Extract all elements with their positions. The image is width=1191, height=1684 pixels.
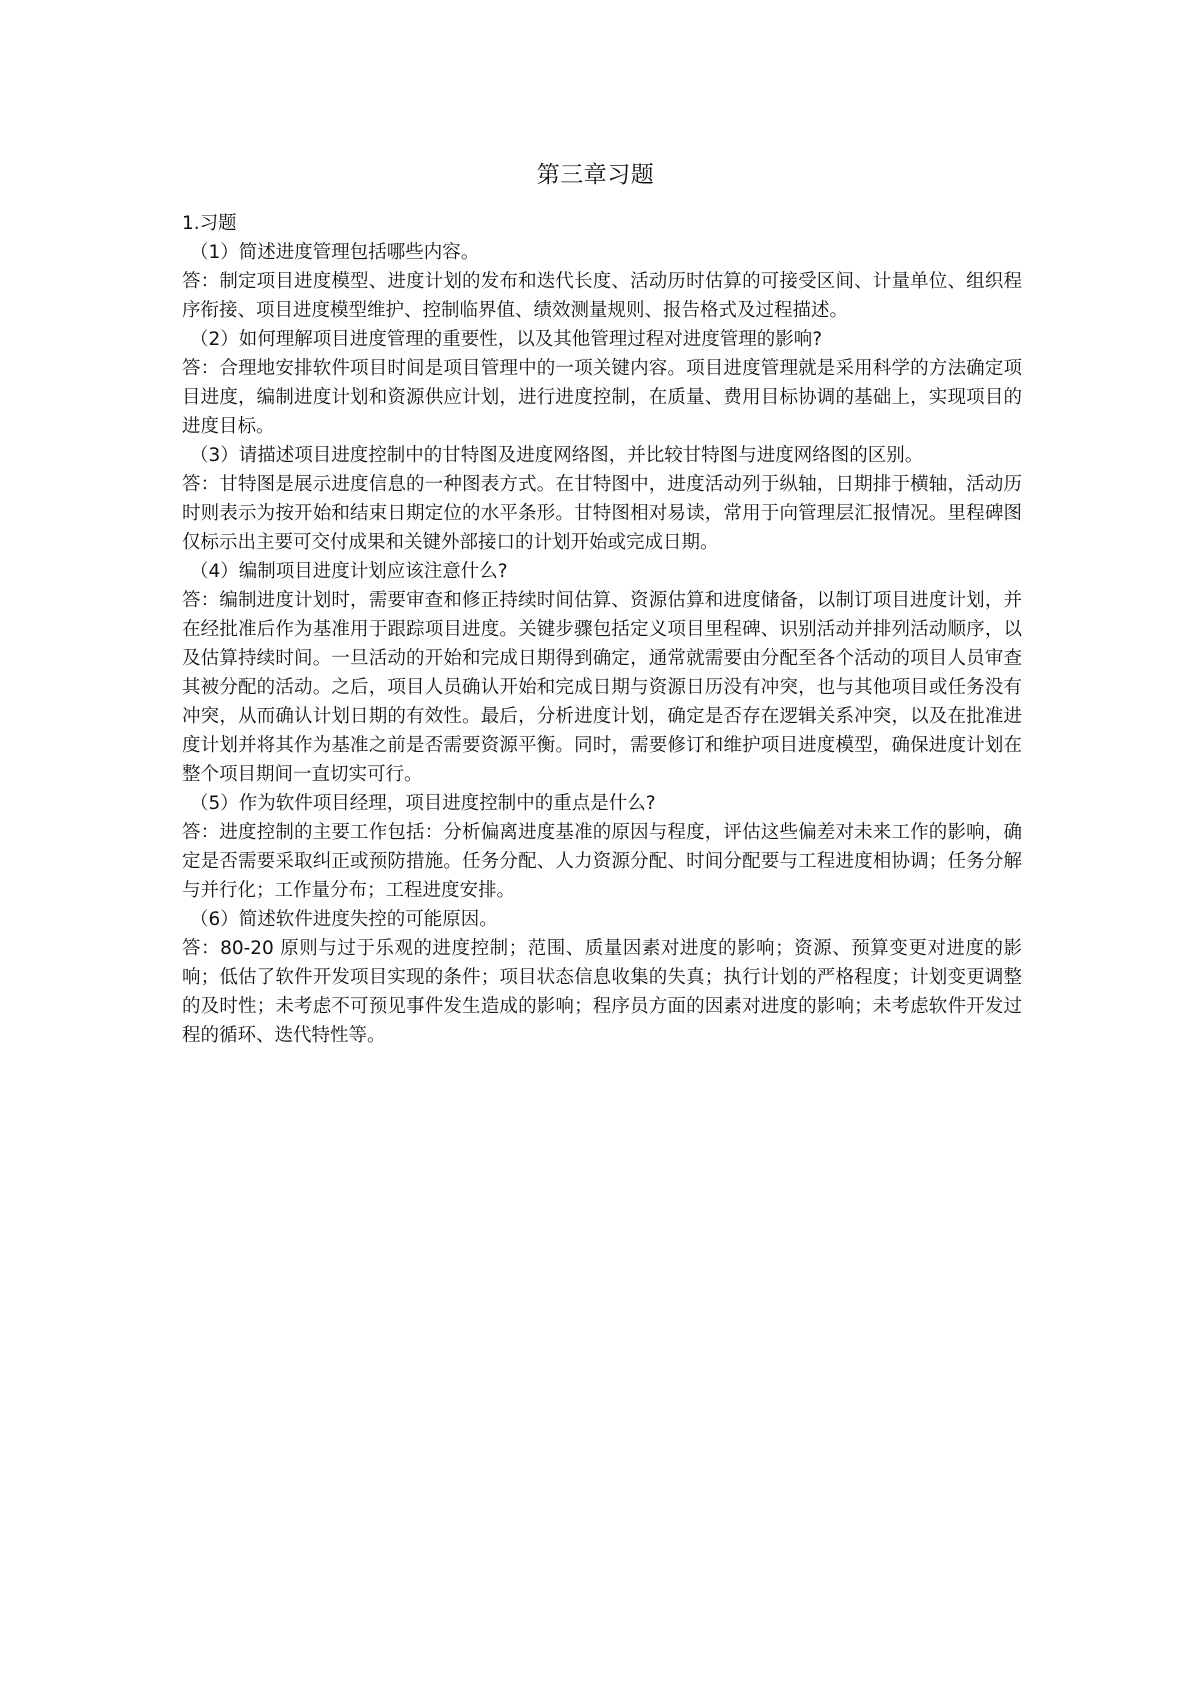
answer-3: 答：甘特图是展示进度信息的一种图表方式。在甘特图中，进度活动列于纵轴，日期排于横轴，活动历时则表示为按开始和结束日期定位的水平条形。甘特图相对易读，常用于向管理层汇报情况。里程碑图仅标示出主要可交付成果和关键外部接口的计划开始或完成日期。 (182, 474, 1022, 553)
question-1: （1）简述进度管理包括哪些内容。 (190, 242, 480, 263)
question-2: （2）如何理解项目进度管理的重要性，以及其他管理过程对进度管理的影响? (190, 329, 823, 350)
document-body (182, 209, 1022, 1050)
question-5: （5）作为软件项目经理，项目进度控制中的重点是什么? (190, 793, 656, 814)
question-6: （6）简述软件进度失控的可能原因。 (190, 909, 498, 930)
answer-5: 答：进度控制的主要工作包括：分析偏离进度基准的原因与程度，评估这些偏差对未来工作的影响，确定是否需要采取纠正或预防措施。任务分配、人力资源分配、时间分配要与工程进度相协调；任务分解与并行化；工作量分布；工程进度安排。 (182, 822, 1022, 901)
question-3: （3）请描述项目进度控制中的甘特图及进度网络图，并比较甘特图与进度网络图的区别。 (190, 445, 924, 466)
answer-4: 答：编制进度计划时，需要审查和修正持续时间估算、资源估算和进度储备，以制订项目进度计划，并在经批准后作为基准用于跟踪项目进度。关键步骤包括定义项目里程碑、识别活动并排列活动顺序，以及估算持续时间。一旦活动的开始和完成日期得到确定，通常就需要由分配至各个活动的项目人员审查其被分配的活动。之后，项目人员确认开始和完成日期与资源日历没有冲突，也与其他项目或任务没有冲突，从而确认计划日期的有效性。最后，分析进度计划，确定是否存在逻辑关系冲突，以及在批准进度计划并将其作为基准之前是否需要资源平衡。同时，需要修订和维护项目进度模型，确保进度计划在整个项目期间一直切实可行。 (182, 590, 1022, 785)
answer-6: 答：80-20 原则与过于乐观的进度控制；范围、质量因素对进度的影响；资源、预算变更对进度的影响；低估了软件开发项目实现的条件；项目状态信息收集的失真；执行计划的严格程度；计划变更调整的及时性；未考虑不可预见事件发生造成的影响；程序员方面的因素对进度的影响；未考虑软件开发过程的循环、迭代特性等。 (182, 938, 1022, 1046)
question-4: （4）编制项目进度计划应该注意什么? (190, 561, 508, 582)
section-heading: 1.习题 (182, 213, 237, 234)
answer-1: 答：制定项目进度模型、进度计划的发布和迭代长度、活动历时估算的可接受区间、计量单位、组织程序衔接、项目进度模型维护、控制临界值、绩效测量规则、报告格式及过程描述。 (182, 271, 1022, 321)
document-title: 第三章习题 (536, 162, 655, 188)
answer-2: 答：合理地安排软件项目时间是项目管理中的一项关键内容。项目进度管理就是采用科学的方法确定项目进度，编制进度计划和资源供应计划，进行进度控制，在质量、费用目标协调的基础上，实现项目的进度目标。 (182, 358, 1022, 437)
